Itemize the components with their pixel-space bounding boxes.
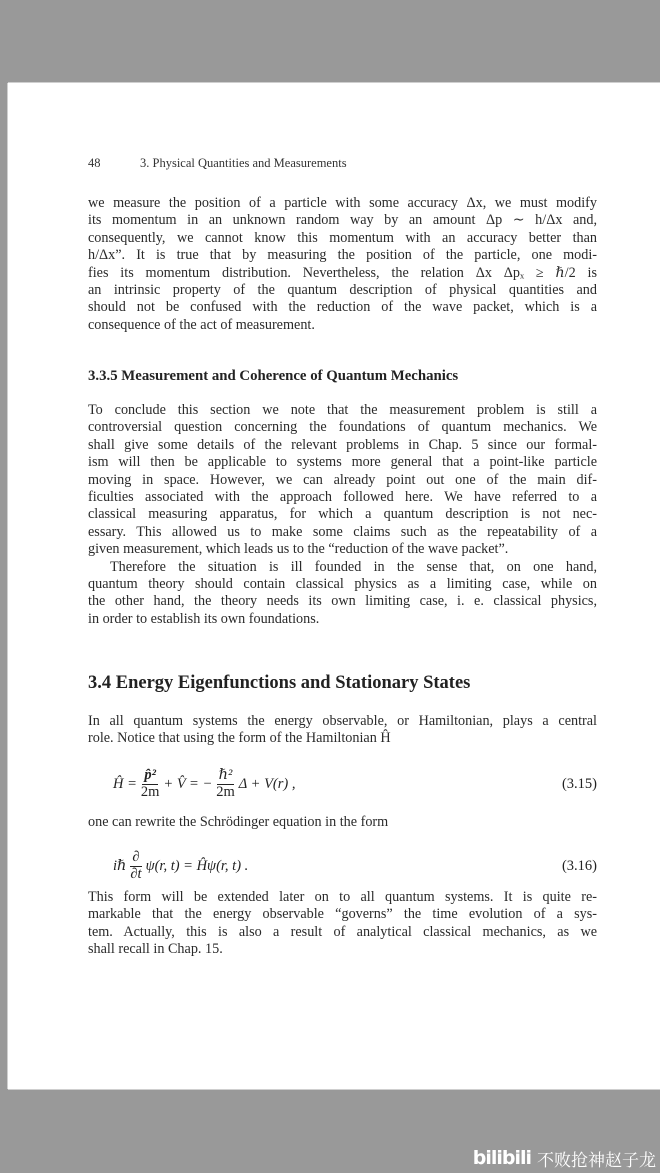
text-line: essary. This allowed us to make some claims such as the repeatability of a: [88, 523, 597, 540]
text-line: we measure the position of a particle with some accuracy Δx, we must modify: [88, 195, 597, 211]
text-line: the other hand, the theory needs its own limiting case, i. e. classical physics,: [88, 593, 597, 610]
text-line: its momentum in an unknown random way by an amount Δp ∼ h/Δx and,: [88, 212, 597, 229]
chapter-title: 3. Physical Quantities and Measurements: [140, 156, 347, 170]
uploader-name: 不败抢神赵子龙: [537, 1150, 656, 1171]
paragraph-time-evolution: [88, 889, 597, 959]
text-line: fies its momentum distribution. Nevertheless, the relation Δx Δpₓ ≥ ℏ/2 is: [88, 264, 597, 281]
paragraph-uncertainty: [88, 195, 597, 334]
text-line: quantum theory should contain classical physics as a limiting case, while on: [88, 576, 597, 593]
text-line: ficulties associated with the approach followed here. We have referred to a: [88, 489, 597, 506]
text-line: shall give some details of the relevant problems in Chap. 5 since our formal-: [88, 436, 597, 453]
text-line: h/Δx”. It is true that by measuring the position of the particle, one modi-: [88, 247, 597, 264]
subsection-heading: 3.3.5 Measurement and Coherence of Quantum Mechanics: [88, 368, 459, 384]
paragraph-measurement-problem: [88, 402, 597, 628]
text-line: consequently, we cannot know this momentum with an accuracy better than: [88, 229, 597, 246]
section-heading: 3.4 Energy Eigenfunctions and Stationary States: [88, 673, 471, 693]
document-page: [8, 83, 660, 1089]
running-head: [88, 156, 347, 171]
equation-number: (3.15): [561, 775, 597, 792]
text-line: an intrinsic property of the quantum description of physical quantities and: [88, 282, 597, 299]
text-line: in order to establish its own foundations.: [88, 610, 320, 627]
equation-3-15: [88, 761, 597, 807]
text-line: tem. Actually, this is also a result of analytical classical mechanics, as we: [88, 923, 597, 940]
fraction: $\frac{\text{p̂²}}{2m}$: [140, 767, 160, 800]
equation-number: (3.16): [561, 857, 597, 874]
equation-3-16: [88, 843, 597, 889]
fraction: $\frac{\text{ℏ²}}{2m}$: [216, 767, 235, 800]
text-line: In all quantum systems the energy observable, or Hamiltonian, plays a central: [88, 713, 597, 729]
text-line: given measurement, which leads us to the “reduction of the wave packet”.: [88, 541, 509, 558]
paragraph-hamiltonian-intro: [88, 713, 597, 748]
text-line: shall recall in Chap. 15.: [88, 941, 223, 958]
equation-body: iℏ $\frac{\partial}{\partial t}$ ψ(r, t) = Ĥψ(r, t) .: [113, 849, 249, 882]
text-line: To conclude this section we note that the measurement problem is still a: [88, 402, 597, 418]
text-line: role. Notice that using the form of the Hamiltonian Ĥ: [88, 730, 391, 747]
text-line: should not be confused with the reduction of the wave packet, which is a: [88, 299, 597, 316]
text-line: consequence of the act of measurement.: [88, 316, 315, 333]
fraction: $\frac{\partial}{\partial t}$: [130, 849, 142, 882]
text-line: This form will be extended later on to all quantum systems. It is quite re-: [88, 889, 597, 905]
paragraph-schrodinger-lead: [88, 814, 597, 831]
text-line: controversial question concerning the foundations of quantum mechanics. We: [88, 419, 597, 436]
page-number: 48: [88, 156, 101, 170]
text-line: moving in space. However, we can already point out one of the main dif-: [88, 471, 597, 488]
text-line: one can rewrite the Schrödinger equation in the form: [88, 814, 389, 830]
text-line: markable that the energy observable “governs” the time evolution of a sys-: [88, 906, 597, 923]
text-line: Therefore the situation is ill founded in the sense that, on one hand,: [110, 558, 597, 575]
text-line: classical measuring apparatus, for which a quantum description is not nec-: [88, 506, 597, 523]
text-line: ism will then be applicable to systems more general that a point-like particle: [88, 454, 597, 471]
bilibili-logo-icon: bilibili: [472, 1147, 531, 1169]
bilibili-watermark: [473, 1145, 656, 1171]
equation-body: Ĥ = $\frac{\text{p̂²}}{2m}$ + V̂ = − $\frac{\text{ℏ²}}{2m}$ Δ + V(r) ,: [113, 767, 296, 800]
